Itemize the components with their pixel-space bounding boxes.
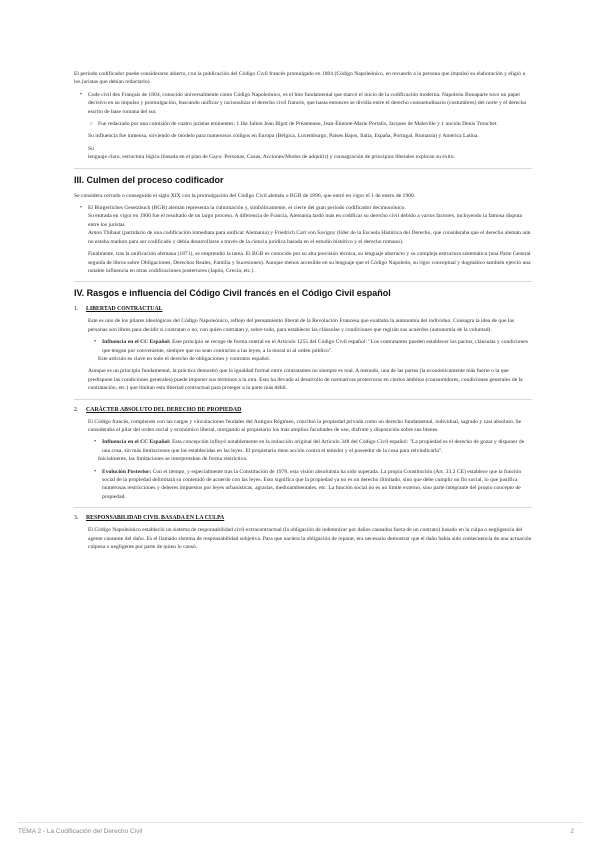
paragraph-culmen: Se considera cerrado o conseguido el siglo XIX con la promulgación del Código Civil alemán o BGB de 1896, que entró en vigor el 1 de enero de 1900. — [74, 192, 416, 199]
subsection-number: 1. — [74, 306, 79, 313]
paragraph-bgb-process: Su entrada en vigor en 1900 fue el resultado de un largo proceso. A diferencia de Francia, Alemania tardó más en codificar su derecho civil debido a varios factores, incluyendo la famosa disputa entre los juristas — [88, 213, 523, 228]
list-item-text: Este principio se recoge de forma central en el Artículo 1255 del Código Civil español: "Los contratantes pueden establecer los pactos, cláusulas y condiciones que tengan por conveniente, siempre que no sean contrarios a las leyes, a la moral ni al orden público". — [102, 339, 528, 354]
subsection-title: RESPONSABILIDAD CIVIL BASADA EN LA CULPA — [86, 515, 225, 522]
divider — [74, 281, 532, 282]
paragraph-lenguaje: lenguaje claro, estructura lógica (basada en el plan de Gayo: Personas, Cosas, Acciones/Modos de adquirir) y consagración de principios liberales explican su éxito. — [88, 154, 455, 161]
bold-label: Evolución Posterior: — [102, 468, 152, 475]
divider — [74, 507, 532, 508]
footer-title: TEMA 2 - La Codificación del Derecho Civil — [18, 828, 143, 835]
paragraph-responsabilidad: El Código Napoleónico estableció un sistema de responsabilidad civil extracontractual (la obligación de indemnizar por daños causados fuera de un contrato) basado en la culpa o negligencia del agente causante del daño. Es el llamado sistema de responsabilidad subjetiva. Para que naciera la obligación de reparar, era necesario demostrar que el daño había sido consecuencia de una actuación culposa o negligente por parte de quien lo causó. — [88, 527, 532, 551]
list-item-bgb: • El Bürgerliches Gesetzbuch (BGB) alemán representa la culminación y, simbólicamente, el cierre del gran periodo codificador decimonónico. — [74, 204, 532, 212]
list-item-influencia-1255 — [88, 338, 532, 355]
subsection-number: 2. — [74, 406, 79, 413]
bold-label: Influencia en el CC Español: — [102, 439, 171, 446]
list-item-commission: ○ Fue redactado por una comisión de cuatro juristas eminentes: 1.Iñe Julien Jean Bigot de Préameneu, Jean-Étienne-Marie Portalis, Jacques de Maleville y 1 unción Denis Tronchet. — [74, 120, 532, 128]
list-item-evolucion — [88, 468, 532, 502]
subsection-title: LIBERTAD CONTRACTUAL — [86, 306, 163, 313]
subsection-heading-propiedad — [74, 406, 532, 414]
page-number: 2 — [570, 828, 574, 835]
bold-label: Influencia en el CC Español: — [102, 339, 171, 346]
paragraph-su: Su — [88, 145, 94, 152]
paragraph-libertad: Este es uno de los pilares ideológicos del Código Napoleónico, reflejo del pensamiento liberal de la Revolución Francesa que exaltaba la autonomía del individuo. Consagra la idea de que las personas son libres para decidir si contratan o no, con quién contratan y, sobre todo, para establecer las cláusulas y condiciones que regirán sus acuerdos (autonomía de la voluntad). — [88, 318, 515, 333]
paragraph-bgb-final: Finalmente, tras la unificación alemana (1871), se emprendió la tarea. El BGB es conocido por su alta precisión técnica, su lenguaje abstracto y su compleja estructura sistemática (una Parte General seguida de libros sobre Obligaciones, Derechos Reales, Familia y Sucesiones). Aunque menos accesible en su lenguaje que el Código Napoleón, su rigor conceptual y dogmático también ejerció una notable influencia en otras codificaciones posteriores (Japón, Grecia, etc.). — [88, 251, 531, 274]
subsection-title: CARÁCTER ABSOLUTO DEL DERECHO DE PROPIEDAD — [86, 406, 242, 413]
intro-paragraph: El periodo codificador puede considerarse abierto, con la publicación del Código Civil francés promulgado en 1804 (Código Napoleónico, en recuerdo a la persona que impulsó su elaboración y eligió a los juristas que debían redactarlo). — [74, 71, 525, 86]
subsection-number: 3. — [74, 515, 79, 522]
document-body — [74, 70, 532, 555]
list-item-text: Con el tiempo, y especialmente tras la Constitución de 1978, esta visión absolutista ha sido superada. La propia Constitución (Art. 33.2 CE) establece que la función social de la propiedad delimitará su contenido de acuerdo con las leyes. Esto significa que la propiedad ya no es un derecho ilimitado, sino que debe cumplir un fin social, lo que justifica numerosas restricciones y deberes impuestos por leyes urbanísticas, agrarias, medioambientales, etc. La función social no es un límite externo, sino parte integrante del propio concepto de propiedad. — [102, 468, 522, 500]
list-item-text: Esta concepción influyó notablemente en la redacción original del Artículo 348 del Código Civil español: "La propiedad es el derecho de gozar y disponer de una cosa, sin más limitaciones que las establecidas en las leyes. El propietario tiene acción contra el tenedor y el poseedor de la cosa para reivindicarla". — [102, 439, 525, 454]
section-heading-iv: IV. Rasgos e influencia del Código Civil francés en el Código Civil español — [74, 288, 391, 299]
list-item-influencia-348 — [88, 438, 532, 455]
paragraph-propiedad: El Código francés, rompiendo con las cargas y vinculaciones feudales del Antiguo Régimen, concibió la propiedad privada como un derecho fundamental, individual, sagrado y casi absoluto. Se consideraba el pilar del orden social y económico liberal, otorgando al propietario los más amplios facultades de uso, disfrute y disposición sobre sus bienes. — [88, 418, 522, 433]
subsection-heading-libertad — [74, 305, 532, 313]
paragraph-thibaut-savigny: Anton Thibaut (partidario de una codificación inmediata para unificar Alemania) y Friedrich Carl von Savigny (líder de la Escuela Histórica del Derecho, que consideraba que el derecho alemán aún no estaba maduro para ser codificado y debía desarrollarse a través de la ciencia jurídica basada en el estudio histórico y el derecho romano). — [88, 230, 531, 245]
divider — [74, 168, 532, 169]
paragraph-influence: Su influencia fue inmensa, sirviendo de modelo para numerosos códigos en Europa (Bélgica, Luxemburgo, Países Bajos, Italia, España, Portugal, Rumanía) y América Latina. — [88, 133, 479, 140]
divider — [74, 399, 532, 400]
footer-divider — [18, 822, 582, 823]
section-heading-iii: III. Culmen del proceso codificador — [74, 174, 224, 185]
subsection-heading-responsabilidad — [74, 514, 532, 522]
list-item-code-civil: • Code civil des Français de 1804, conocido universalmente como Código Napoleónico, es el hito fundamental que marcó el inicio de la codificación moderna. Napoleón Bonaparte tuvo un papel decisivo en su impulso y promulgación, buscando unificar y racionalizar el derecho civil francés, que hasta entonces se dividía entre el derecho consuetudinario (costumbres) del norte y el derecho escrito de base romana del sur. — [74, 91, 532, 116]
paragraph-igualdad: Aunque es un principio fundamental, la práctica demostró que la igualdad formal entre contratantes no siempre es real. A menudo, una de las partes (la económicamente más fuerte o la que predispone las condiciones generales) puede imponer sus términos a la otra. Esto ha llevado al desarrollo de normativas protectoras en ciertos ámbitos (consumidores, condiciones generales de la contratación, etc.) que limitan esta libertad contractual para proteger a la parte más débil. — [88, 368, 523, 392]
paragraph-article-key: Este artículo es clave en todo el derecho de obligaciones y contratos español. — [98, 355, 271, 362]
paragraph-limitaciones: Inicialmente, las limitaciones se interpretaban de forma restrictiva. — [98, 456, 248, 463]
